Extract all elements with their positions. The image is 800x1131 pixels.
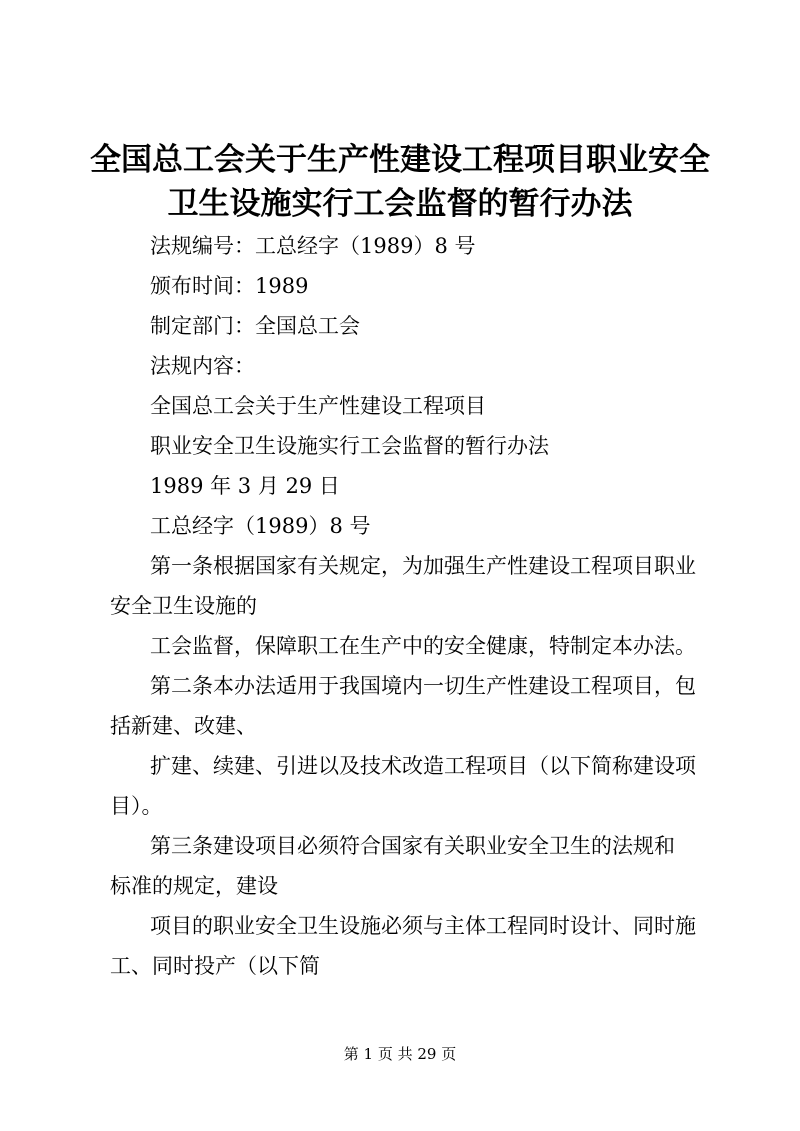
document-title xyxy=(90,138,710,226)
paragraph-line: 第三条建设项目必须符合国家有关职业安全卫生的法规和 xyxy=(150,834,675,858)
document-body xyxy=(110,226,710,986)
paragraph-line: 职业安全卫生设施实行工会监督的暂行办法 xyxy=(150,434,549,458)
paragraph-line: 法规内容： xyxy=(150,354,255,378)
paragraph-line: 1989 年 3 月 29 日 xyxy=(150,474,340,498)
page-footer: 第 1 页 共 29 页 xyxy=(343,1045,457,1063)
paragraph-line: 第二条本办法适用于我国境内一切生产性建设工程项目，包 xyxy=(150,674,696,698)
paragraph-line: 扩建、续建、引进以及技术改造工程项目（以下简称建设项 xyxy=(150,754,696,778)
paragraph-line: 括新建、改建、 xyxy=(110,714,257,738)
paragraph-line: 目）。 xyxy=(110,794,163,818)
paragraph-line: 标准的规定，建设 xyxy=(110,874,278,898)
paragraph-line: 安全卫生设施的 xyxy=(110,594,257,618)
title-line-2: 卫生设施实行工会监督的暂行办法 xyxy=(167,186,633,222)
paragraph-line: 法规编号：工总经字（1989）8 号 xyxy=(150,234,476,258)
paragraph-line: 全国总工会关于生产性建设工程项目 xyxy=(150,394,486,418)
title-line-1: 全国总工会关于生产性建设工程项目职业安全 xyxy=(90,142,710,178)
paragraph-line: 工、同时投产（以下简 xyxy=(110,954,320,978)
paragraph-line: 项目的职业安全卫生设施必须与主体工程同时设计、同时施 xyxy=(150,914,696,938)
paragraph-line: 第一条根据国家有关规定，为加强生产性建设工程项目职业 xyxy=(150,554,696,578)
paragraph-line: 工总经字（1989）8 号 xyxy=(150,514,371,538)
paragraph-line: 制定部门：全国总工会 xyxy=(150,314,360,338)
paragraph-line: 颁布时间：1989 xyxy=(150,274,309,298)
paragraph-line: 工会监督，保障职工在生产中的安全健康，特制定本办法。 xyxy=(150,634,696,658)
